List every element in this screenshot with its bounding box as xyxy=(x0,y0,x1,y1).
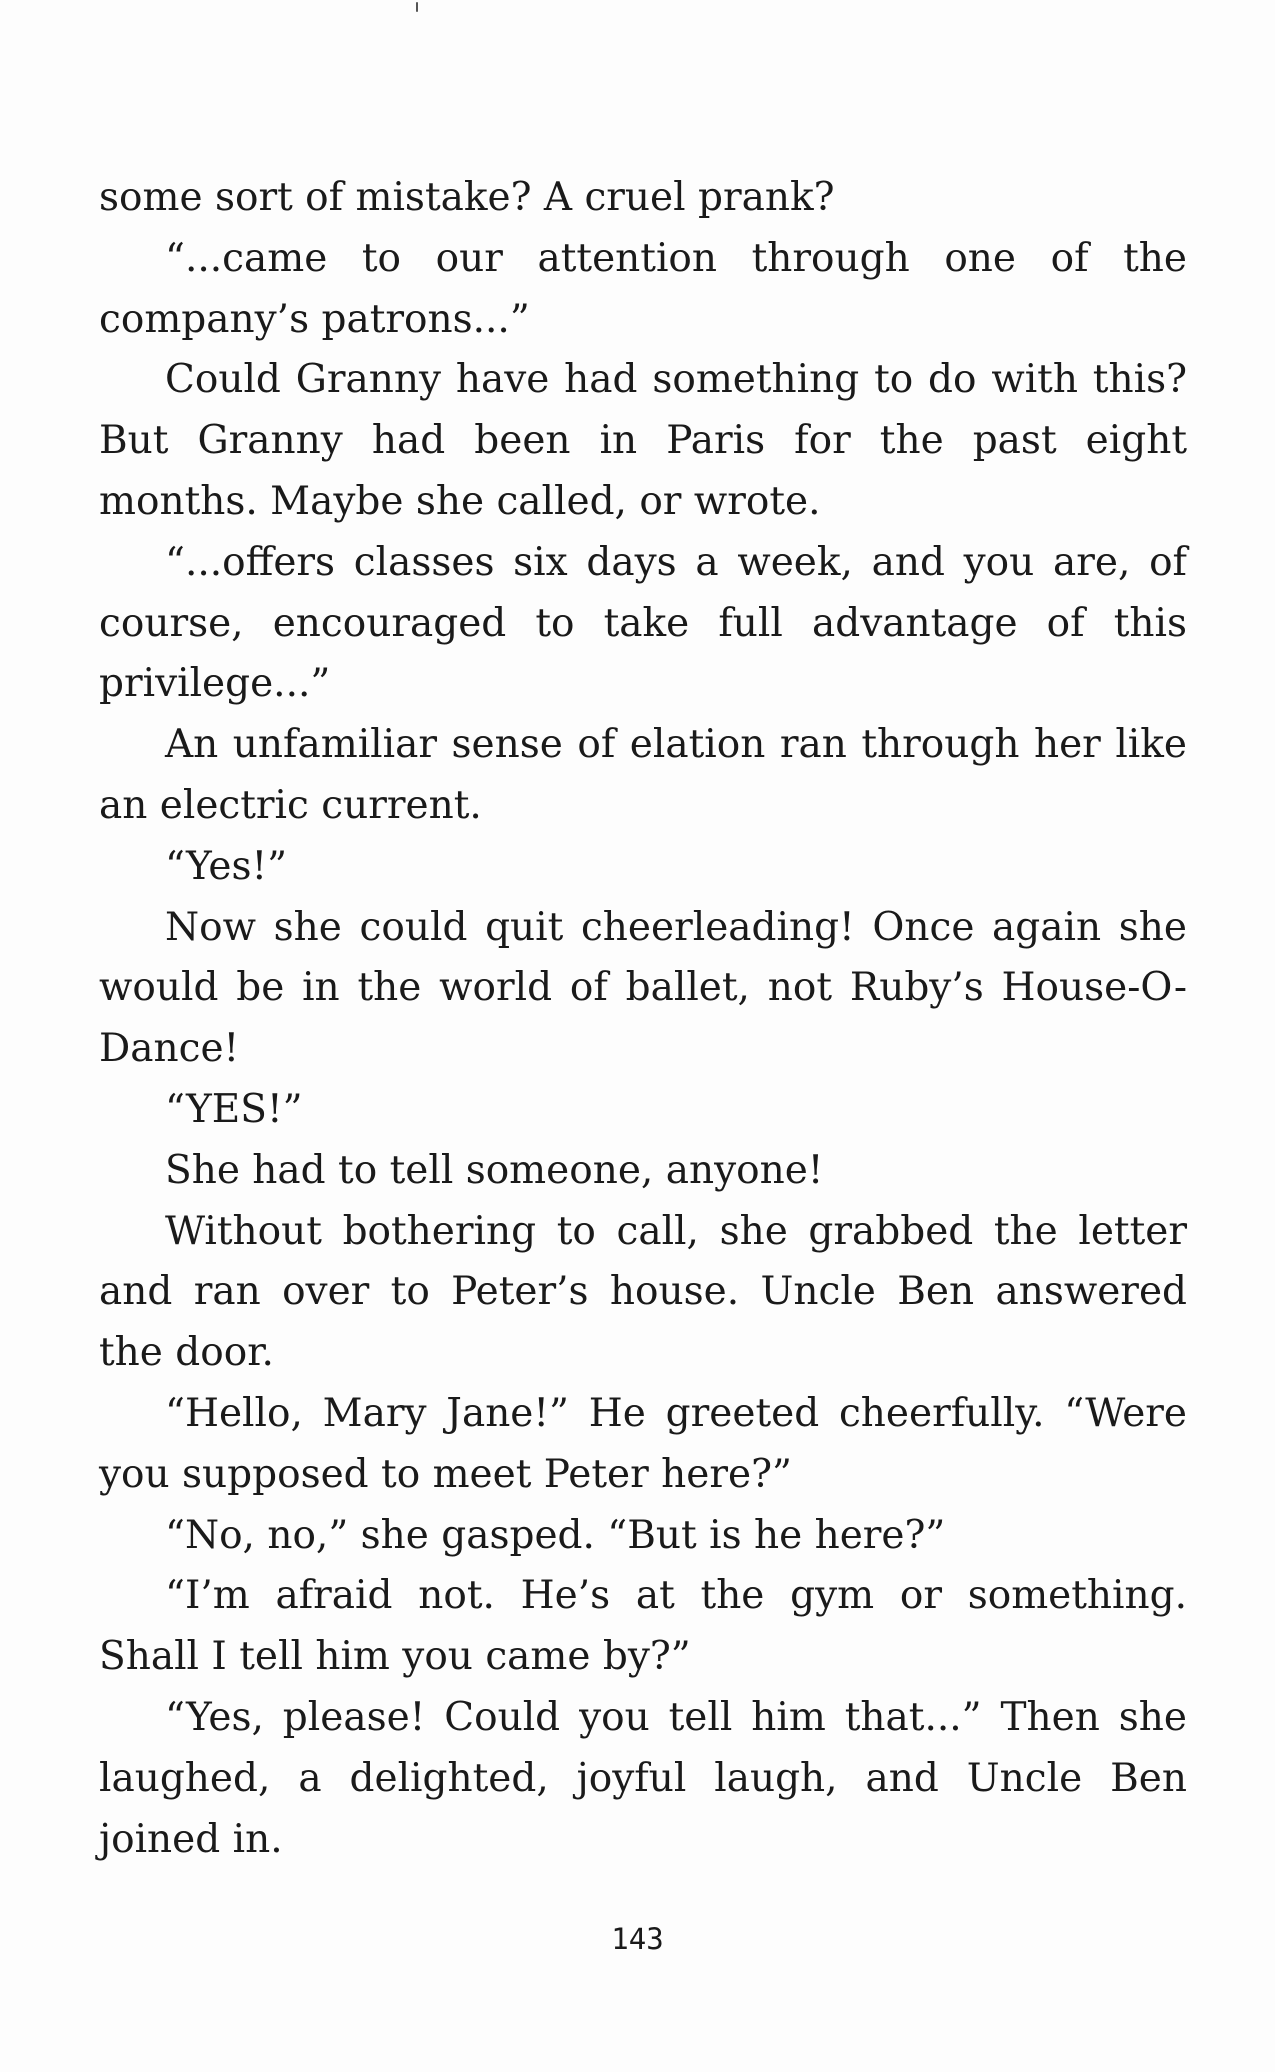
paragraph: “Yes, please! Could you tell him that...” Then she laughed, a delighted, joyful laugh, and Uncle Ben joined in. xyxy=(99,1694,1187,1862)
scan-speck xyxy=(416,2,418,12)
page-number: 143 xyxy=(611,1922,664,1956)
body-text xyxy=(99,168,1187,1870)
paragraph: “Yes!” xyxy=(165,843,288,889)
paragraph: “I’m afraid not. He’s at the gym or something. Shall I tell him you came by?” xyxy=(99,1573,1187,1680)
paragraph: Without bothering to call, she grabbed the letter and ran over to Peter’s house. Uncle Ben answered the door. xyxy=(99,1208,1187,1376)
paragraph: “YES!” xyxy=(165,1086,303,1132)
paragraph: “...offers classes six days a week, and you are, of course, encouraged to take full advantage of this privilege...” xyxy=(99,539,1187,707)
paragraph: “No, no,” she gasped. “But is he here?” xyxy=(165,1512,946,1558)
paragraph: She had to tell someone, anyone! xyxy=(165,1147,824,1193)
paragraph: Could Granny have had something to do with this? But Granny had been in Paris for the past eight months. Maybe she called, or wrote. xyxy=(99,357,1187,524)
paragraph: Now she could quit cheerleading! Once again she would be in the world of ballet, not Ruby’s House-O-Dance! xyxy=(99,904,1187,1072)
paragraph: “...came to our attention through one of the company’s patrons...” xyxy=(99,235,1187,342)
paragraph: some sort of mistake? A cruel prank? xyxy=(99,175,835,220)
paragraph: An unfamiliar sense of elation ran through her like an electric current. xyxy=(99,722,1187,828)
paragraph: “Hello, Mary Jane!” He greeted cheerfully. “Were you supposed to meet Peter here?” xyxy=(99,1390,1187,1497)
